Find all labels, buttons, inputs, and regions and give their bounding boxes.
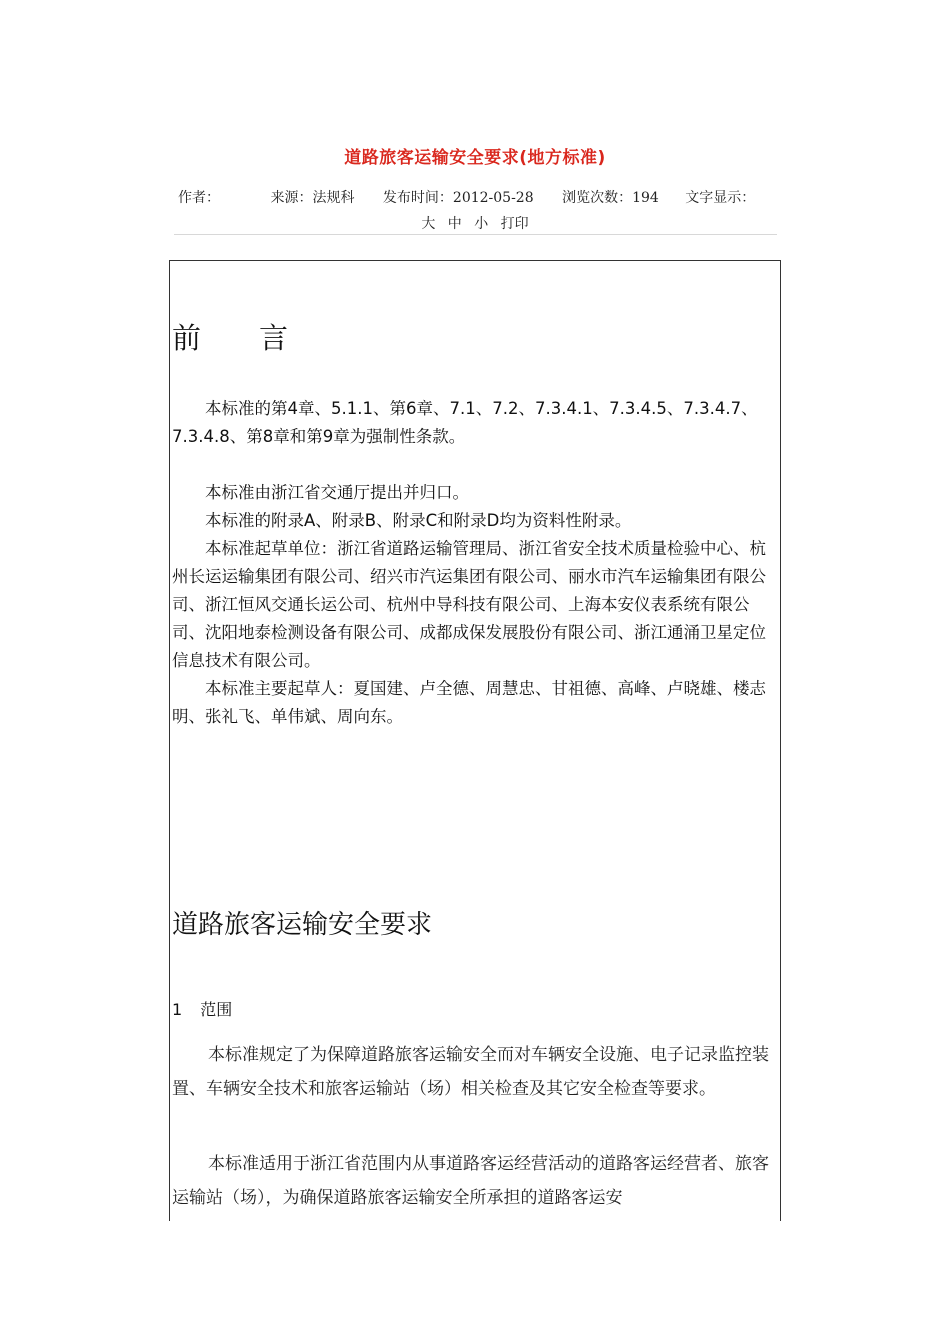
preface-paragraph: 本标准由浙江省交通厅提出并归口。 — [205, 483, 469, 502]
font-large-link[interactable]: 大 — [421, 216, 436, 232]
section-heading — [172, 997, 232, 1020]
section-title: 范围 — [200, 1000, 233, 1019]
font-small-link[interactable]: 小 — [474, 216, 489, 232]
source-label: 来源：法规科 — [270, 190, 355, 206]
section-number: 1 — [172, 1000, 183, 1019]
content-frame — [169, 260, 781, 1221]
section-paragraph: 本标准规定了为保障道路旅客运输安全而对车辆安全设施、电子记录监控装置、车辆安全技术和旅客运输站（场）相关检查及其它安全检查等要求。 — [172, 1045, 769, 1099]
preface-paragraph: 本标准主要起草人：夏国建、卢全德、周慧忠、甘祖德、高峰、卢晓雄、楼志明、张礼飞、单伟斌、周向东。 — [172, 679, 766, 726]
document-heading: 道路旅客运输安全要求 — [172, 910, 433, 940]
publish-time: 发布时间：2012-05-28 — [382, 190, 534, 206]
author-label: 作者： — [178, 190, 220, 206]
preface-paragraph: 本标准的附录A、附录B、附录C和附录D均为资料性附录。 — [205, 511, 632, 530]
view-count: 浏览次数：194 — [562, 190, 659, 206]
preface-paragraph: 本标准起草单位：浙江省道路运输管理局、浙江省安全技术质量检验中心、杭州长运运输集团有限公司、绍兴市汽运集团有限公司、丽水市汽车运输集团有限公司、浙江恒风交通长运公司、杭州中导科技有限公司、上海本安仪表系统有限公司、沈阳地泰检测设备有限公司、成都成保发展股份有限公司、浙江通涌卫星定位信息技术有限公司。 — [172, 539, 766, 670]
print-link[interactable]: 打印 — [500, 216, 529, 232]
article-meta — [178, 187, 776, 207]
font-size-controls — [0, 213, 950, 233]
font-medium-link[interactable]: 中 — [447, 216, 462, 232]
section-paragraph: 本标准适用于浙江省范围内从事道路客运经营活动的道路客运经营者、旅客运输站（场），为确保道路旅客运输安全所承担的道路客运安 — [172, 1154, 769, 1208]
preface-heading: 前言 — [172, 321, 347, 355]
article-title: 道路旅客运输安全要求(地方标准) — [344, 148, 606, 168]
font-display-label: 文字显示： — [685, 190, 756, 206]
meta-divider — [174, 234, 777, 235]
preface-paragraph: 本标准的第4章、5.1.1、第6章、7.1、7.2、7.3.4.1、7.3.4.5、7.3.4.7、7.3.4.8、第8章和第9章为强制性条款。 — [172, 399, 758, 446]
